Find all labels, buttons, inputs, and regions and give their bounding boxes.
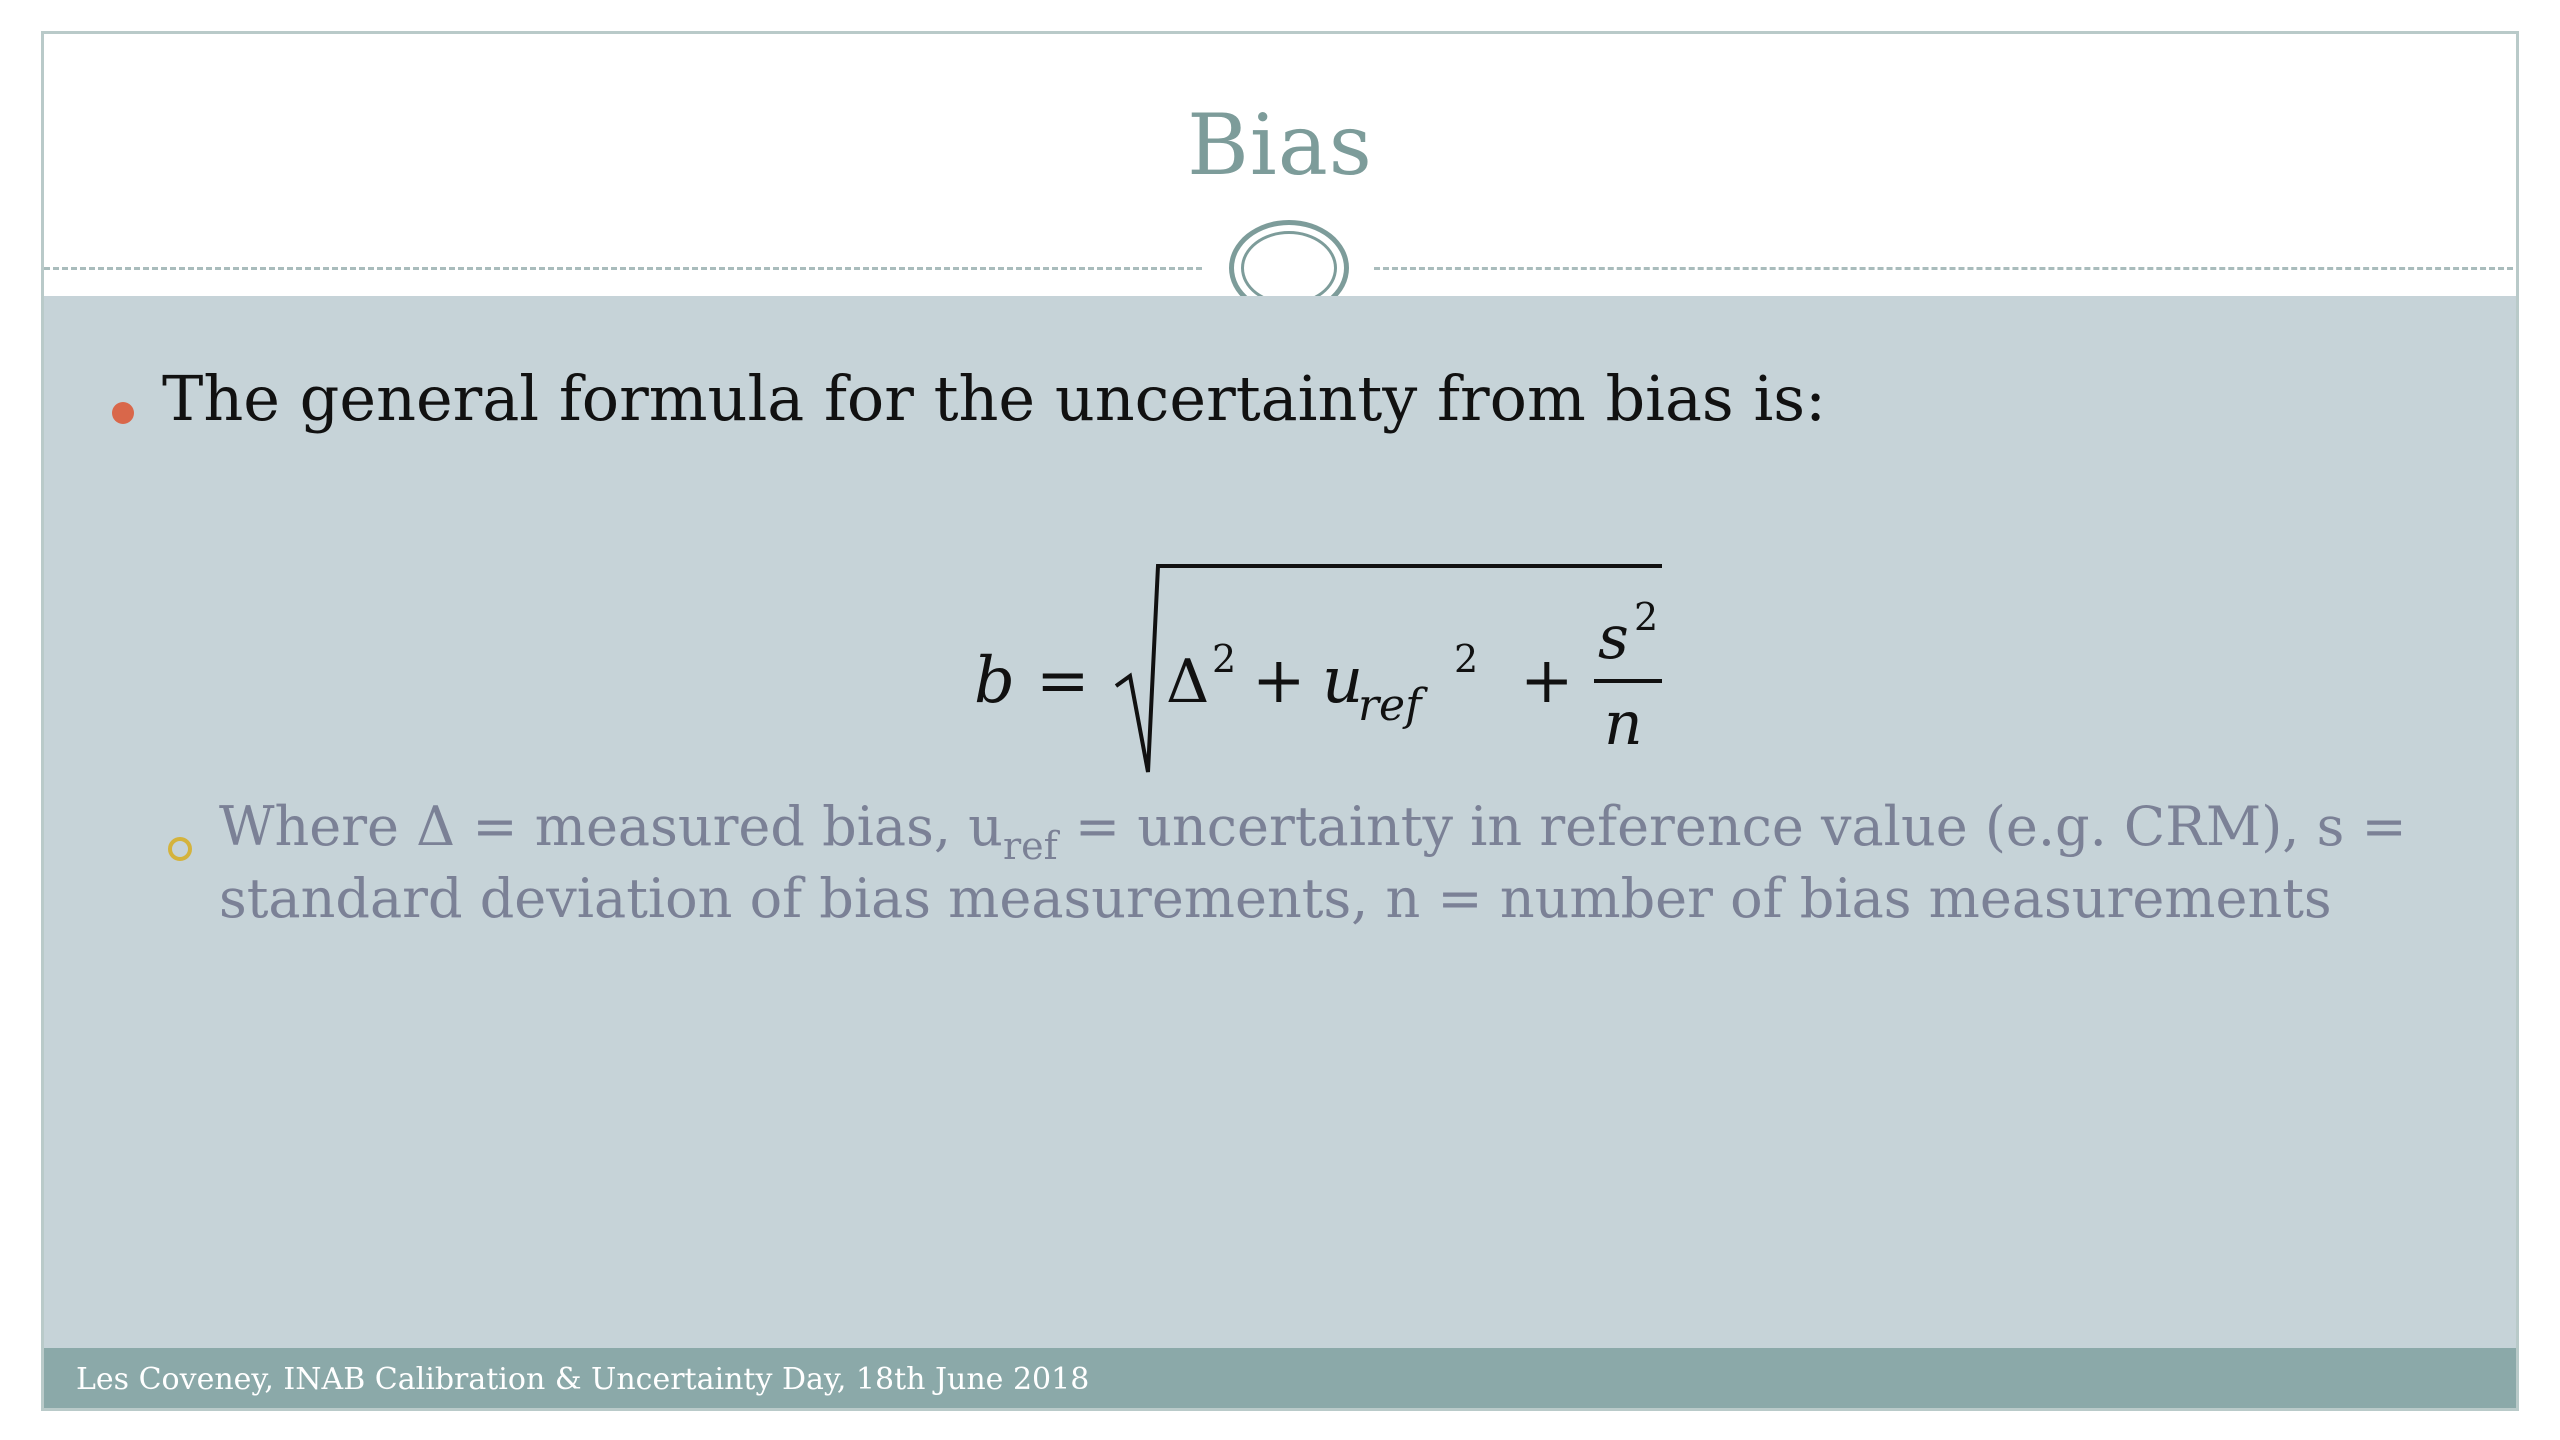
formula-s-exp: 2 <box>1634 595 1659 639</box>
sub-bullet-subscript: ref <box>1002 824 1058 868</box>
formula-lhs: b <box>974 644 1015 718</box>
slide-title: Bias <box>1187 96 1373 194</box>
formula-s: s <box>1598 603 1629 673</box>
bias-formula <box>934 536 1694 796</box>
slide-content <box>44 296 2516 1348</box>
sub-bullet-icon <box>168 837 192 861</box>
sub-bullet-text <box>219 791 2459 935</box>
slide <box>41 31 2519 1411</box>
formula-u-exp: 2 <box>1454 637 1479 681</box>
bullet-text: The general formula for the uncertainty from bias is: <box>162 362 1826 435</box>
sub-bullet-part2: = uncertainty in reference value (e.g. CRM), s = standard deviation of bias measurements, n = number of bias measurements <box>219 795 2407 930</box>
header-divider-right <box>1374 267 2519 270</box>
sub-bullet-part1: Where Δ = measured bias, u <box>219 795 1003 858</box>
formula-plus-2: + <box>1520 644 1574 718</box>
formula-n: n <box>1604 689 1643 759</box>
slide-footer <box>44 1348 2516 1411</box>
footer-text: Les Coveney, INAB Calibration & Uncertainty Day, 18th June 2018 <box>76 1362 1090 1397</box>
bullet-dot-icon <box>112 402 134 424</box>
formula-delta-exp: 2 <box>1212 637 1237 681</box>
slide-header <box>44 34 2516 296</box>
formula-delta: Δ <box>1166 647 1210 717</box>
formula-plus-1: + <box>1252 644 1306 718</box>
formula-u-sub: ref <box>1358 680 1422 731</box>
formula-u: u <box>1322 644 1364 718</box>
header-divider-left <box>44 267 1202 270</box>
ornament-ring-inner <box>1241 231 1337 305</box>
formula-equals: = <box>1036 644 1090 718</box>
